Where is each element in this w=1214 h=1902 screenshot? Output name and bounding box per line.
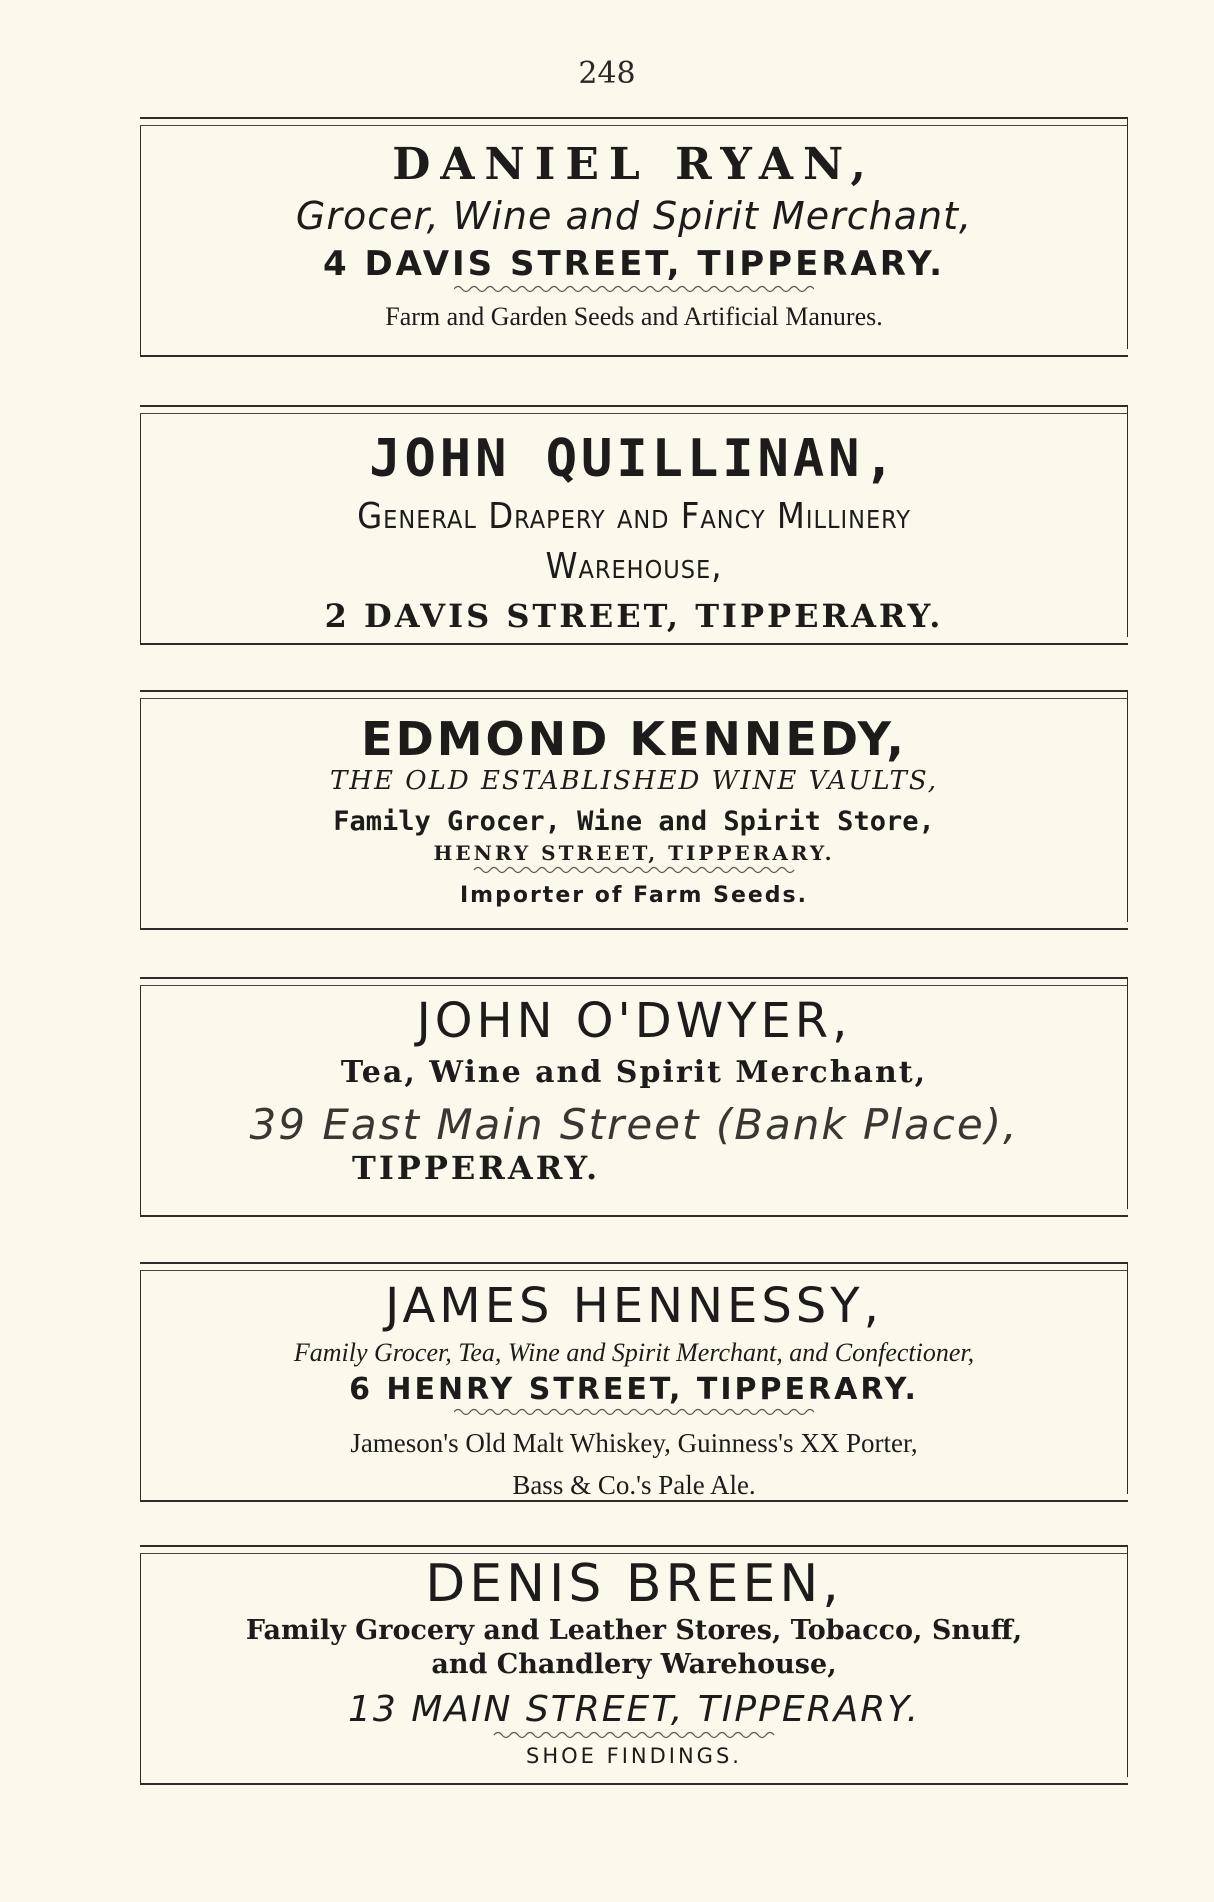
business-address: 2 DAVIS STREET, TIPPERARY. [324, 597, 944, 635]
business-trade: Tea, Wine and Spirit Merchant, [340, 1055, 928, 1090]
advertisement-john-quillinan [140, 405, 1128, 645]
business-name: JOHN QUILLINAN, [369, 429, 899, 489]
business-trade: Family Grocery and Leather Stores, Tobacco, Snuff, [245, 1615, 1023, 1646]
border-rule [140, 125, 1128, 126]
border-rule [140, 985, 1128, 986]
business-address: 6 HENRY STREET, TIPPERARY. [349, 1372, 919, 1407]
advertisement-edmond-kennedy [140, 690, 1128, 930]
business-name: JOHN O'DWYER, [416, 993, 852, 1049]
border-rule [140, 1270, 1128, 1271]
business-town: TIPPERARY. [352, 1149, 601, 1187]
advertisement-daniel-ryan [140, 117, 1128, 357]
business-name: EDMOND KENNEDY, [361, 712, 907, 766]
business-note: Farm and Garden Seeds and Artificial Manures. [385, 302, 883, 331]
advertisement-john-odwyer [140, 977, 1128, 1217]
business-address: 4 DAVIS STREET, TIPPERARY. [322, 244, 946, 284]
business-trade: Warehouse, [545, 546, 723, 587]
business-trade: General Drapery and Fancy Millinery [357, 496, 911, 537]
wavy-divider [454, 284, 814, 294]
wavy-divider [454, 865, 814, 875]
business-trade: Grocer, Wine and Spirit Merchant, [295, 194, 973, 238]
business-trade: and Chandlery Warehouse, [431, 1649, 837, 1680]
business-note: Importer of Farm Seeds. [459, 883, 809, 908]
business-address: 13 MAIN STREET, TIPPERARY. [347, 1689, 921, 1730]
business-note: Jameson's Old Malt Whiskey, Guinness's XX Porter, [350, 1428, 918, 1458]
business-name: DANIEL RYAN, [392, 139, 876, 190]
business-address: 39 East Main Street (Bank Place), [249, 1100, 1019, 1149]
page-number: 248 [578, 56, 636, 91]
border-rule [140, 698, 1128, 699]
wavy-divider [454, 1730, 814, 1740]
business-subtitle: THE OLD ESTABLISHED WINE VAULTS, [330, 766, 938, 796]
business-trade: Family Grocer, Wine and Spirit Store, [333, 806, 935, 837]
border-rule [140, 413, 1128, 414]
advertisement-james-hennessy [140, 1262, 1128, 1502]
wavy-divider [454, 1407, 814, 1417]
business-name: JAMES HENNESSY, [385, 1278, 883, 1334]
border-rule [140, 1553, 1128, 1554]
advertisement-denis-breen [140, 1545, 1128, 1785]
business-note: Bass & Co.'s Pale Ale. [512, 1470, 756, 1500]
business-address: HENRY STREET, TIPPERARY. [433, 841, 835, 865]
business-note: SHOE FINDINGS. [526, 1744, 742, 1768]
business-name: DENIS BREEN, [425, 1554, 843, 1614]
business-trade: Family Grocer, Tea, Wine and Spirit Merchant, and Confectioner, [293, 1338, 975, 1367]
